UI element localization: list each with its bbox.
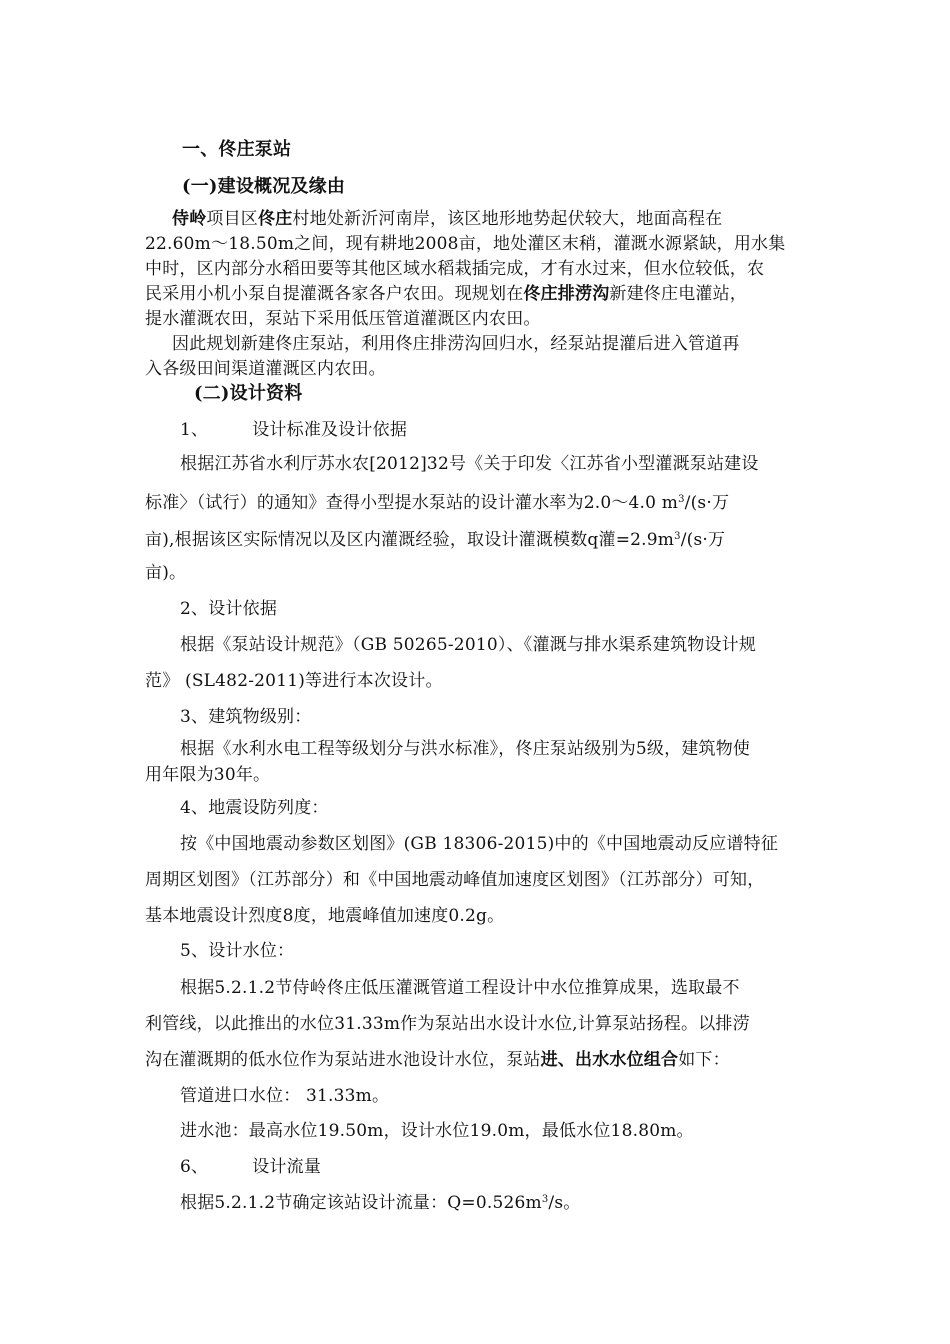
item-1-line-2: 标准〉（试行）的通知》查得小型提水泵站的设计灌水率为2.0～4.0 $m^3/(s\cdot$万	[145, 493, 730, 513]
item-2-line-2: 范》 (SL482-2011)等进行本次设计。	[145, 671, 443, 691]
item-5-line-2: 利管线，以此推出的水位31.33m作为泵站出水设计水位,计算泵站扬程。以排涝	[145, 1014, 750, 1034]
paragraph-reason-line-2: 入各级田间渠道灌溉区内农田。	[145, 359, 386, 379]
item-1-title: 1、 设计标准及设计依据	[180, 420, 408, 440]
heading-construction-overview: (一)建设概况及缘由	[182, 176, 346, 197]
bold-shiling: 侍岭	[172, 209, 207, 229]
item-2-title: 2、设计依据	[180, 599, 278, 619]
bold-water-level-combination: 进、出水水位组合	[540, 1050, 679, 1070]
item-4-line-2: 周期区划图》（江苏部分）和《中国地震动峰值加速度区划图》（江苏部分）可知，	[145, 870, 765, 890]
paragraph-reason-line-1: 因此规划新建佟庄泵站，利用佟庄排涝沟回归水，经泵站提灌后进入管道再	[172, 334, 740, 354]
item-1-line-1: 根据江苏省水利厅苏水农[2012]32号《关于印发〈江苏省小型灌溉泵站建设	[180, 454, 759, 474]
item-4-line-1: 按《中国地震动参数区划图》(GB 18306-2015)中的《中国地震动反应谱特征	[180, 834, 779, 854]
paragraph-overview-line-5: 提水灌溉农田，泵站下采用低压管道灌溉区内农田。	[145, 309, 541, 329]
paragraph-overview-line-3: 中时，区内部分水稻田要等其他区域水稻栽插完成，才有水过来，但水位较低，农	[145, 259, 765, 279]
item-5-line-5: 进水池：最高水位19.50m，设计水位19.0m，最低水位18.80m。	[180, 1121, 694, 1141]
paragraph-overview-line-1: 侍岭项目区佟庄村地处新沂河南岸，该区地形地势起伏较大，地面高程在	[172, 209, 723, 229]
item-5-line-4: 管道进口水位： 31.33m。	[180, 1086, 390, 1106]
item-3-line-1: 根据《水利水电工程等级划分与洪水标准》，佟庄泵站级别为5级，建筑物使	[180, 739, 751, 759]
bold-drainage-ditch: 佟庄排涝沟	[523, 284, 610, 304]
item-3-title: 3、建筑物级别：	[180, 707, 312, 727]
paragraph-overview-line-4: 民采用小机小泵自提灌溉各家各户农田。现规划在佟庄排涝沟新建佟庄电灌站，	[145, 284, 748, 304]
item-5-title: 5、设计水位：	[180, 941, 295, 961]
heading-tongzhuang-pump-station: 一、佟庄泵站	[182, 139, 292, 160]
item-2-line-1: 根据《泵站设计规范》（GB 50265-2010）、《灌溉与排水渠系建筑物设计规	[180, 635, 757, 655]
heading-design-data: (二)设计资料	[194, 383, 303, 404]
item-1-line-4: 亩)。	[145, 563, 187, 583]
item-6-line-1: 根据5.2.1.2节确定该站设计流量：$Q=0.526m^3/s$。	[180, 1193, 581, 1213]
item-3-line-2: 用年限为30年。	[145, 765, 271, 785]
item-6-title: 6、 设计流量	[180, 1157, 322, 1177]
item-1-line-3: 亩),根据该区实际情况以及区内灌溉经验，取设计灌溉模数q灌$=2.9m^3/(s\cdot$万	[145, 530, 726, 550]
paragraph-overview-line-2: 22.60m～18.50m之间，现有耕地2008亩，地处灌区末稍，灌溉水源紧缺，用水集	[145, 234, 786, 254]
item-5-line-1: 根据5.2.1.2节侍岭佟庄低压灌溉管道工程设计中水位推算成果，选取最不	[180, 978, 740, 998]
item-4-line-3: 基本地震设计烈度8度，地震峰值加速度0.2g。	[145, 906, 505, 926]
item-5-line-3: 沟在灌溉期的低水位作为泵站进水池设计水位，泵站进、出水水位组合如下：	[145, 1050, 730, 1070]
bold-tongzhuang: 佟庄	[258, 209, 293, 229]
item-4-title: 4、地震设防列度：	[180, 798, 329, 818]
